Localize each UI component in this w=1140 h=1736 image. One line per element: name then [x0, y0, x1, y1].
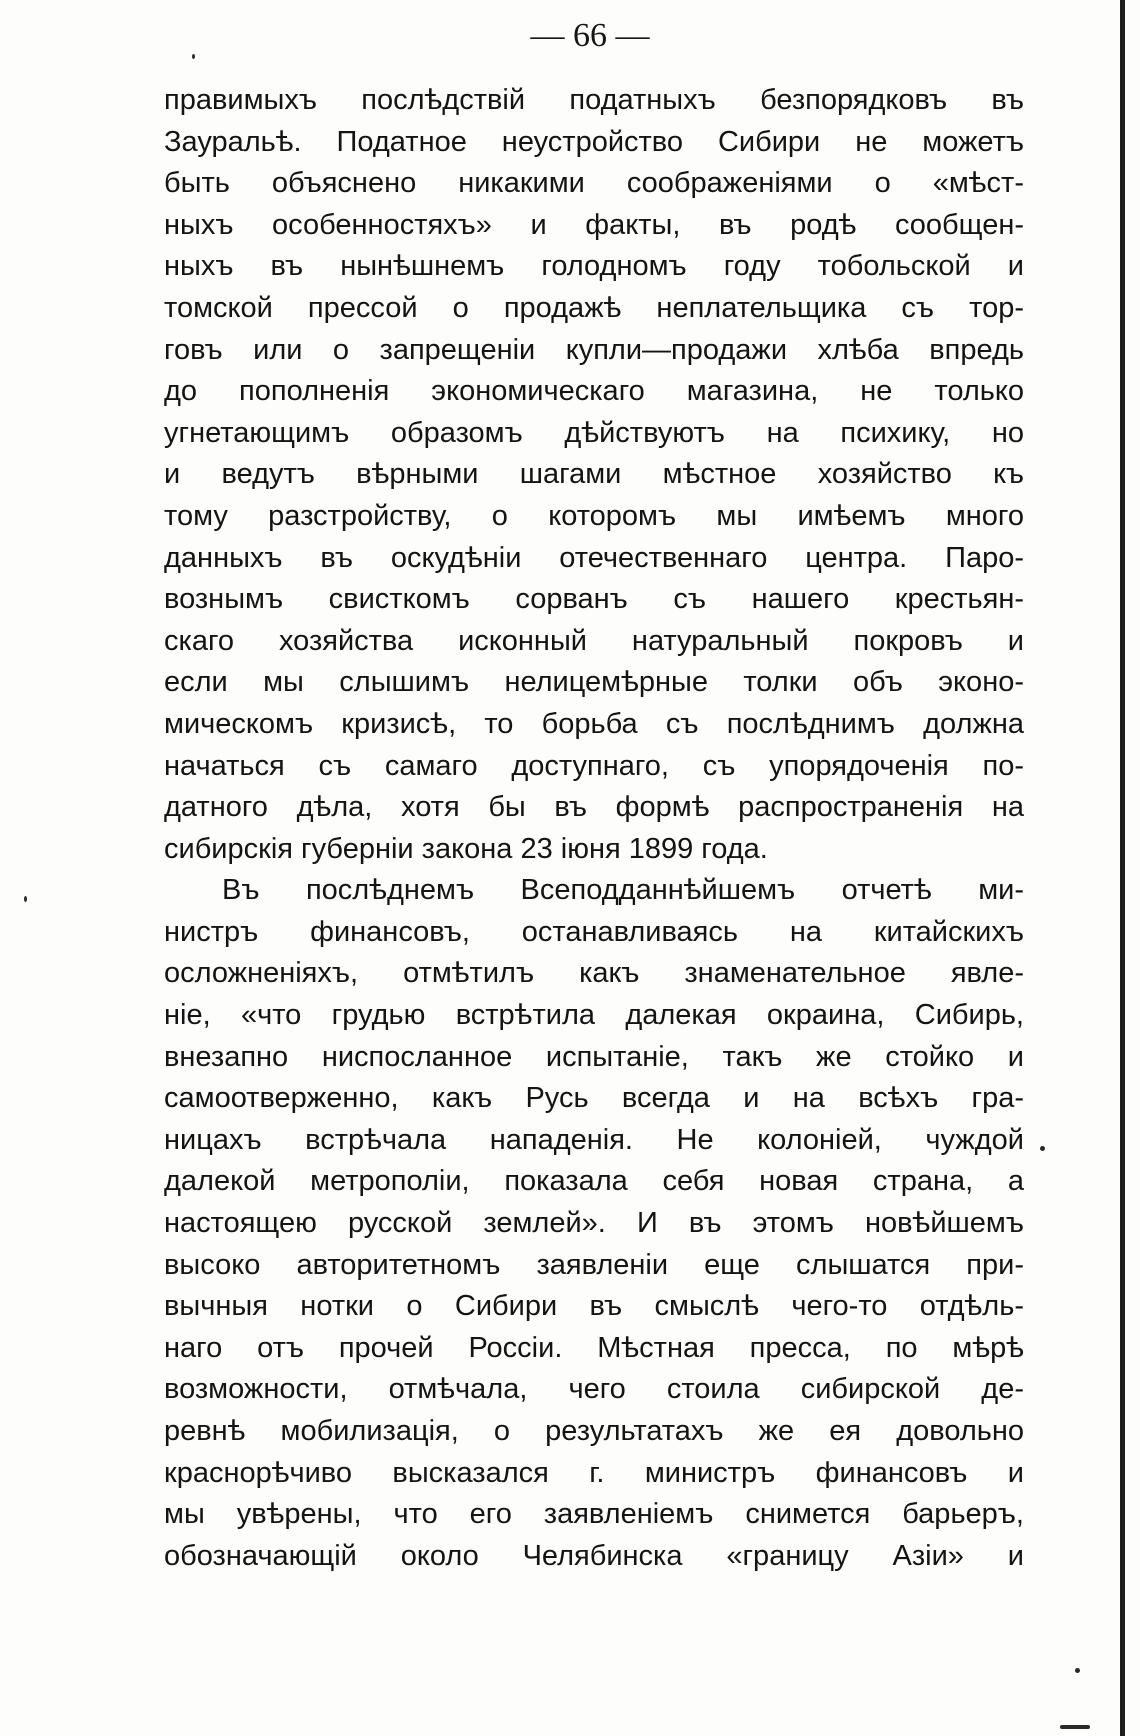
text-line: если мы слышимъ нелицемѣрные толки объ эконо-	[164, 666, 1024, 699]
text-line: скаго хозяйства исконный натуральный покровъ и	[164, 624, 1024, 657]
text-line: сибирскія губерніи закона 23 іюня 1899 года.	[164, 832, 768, 865]
text-line: мическомъ кризисѣ, то борьба съ послѣднимъ должна	[164, 707, 1024, 740]
text-line: тому разстройству, о которомъ мы имѣемъ много	[164, 499, 1024, 532]
body-text	[164, 80, 1024, 1577]
text-line: ніе, «что грудью встрѣтила далекая окраина, Сибирь,	[164, 999, 1024, 1032]
text-line: высоко авторитетномъ заявленіи еще слышатся при-	[164, 1248, 1024, 1281]
scan-speck	[1060, 1725, 1090, 1729]
text-line: вычныя нотки о Сибири въ смыслѣ чего-то отдѣль-	[164, 1290, 1024, 1323]
text-line: внезапно ниспосланное испытаніе, такъ же стойко и	[164, 1040, 1024, 1073]
text-line: говъ или о запрещеніи купли—продажи хлѣба впредь	[164, 333, 1024, 366]
paragraph-1	[164, 80, 1024, 870]
scan-speck	[1040, 1146, 1045, 1151]
text-line: краснорѣчиво высказался г. министръ финансовъ и	[164, 1456, 1024, 1489]
text-line: самоотверженно, какъ Русь всегда и на всѣхъ гра-	[164, 1082, 1024, 1115]
text-line: датного дѣла, хотя бы въ формѣ распространенія на	[164, 791, 1024, 824]
text-line: возможности, отмѣчала, чего стоила сибирской де-	[164, 1373, 1024, 1406]
text-line: быть объяснено никакими соображеніями о «мѣст-	[164, 167, 1024, 200]
text-line: правимыхъ послѣдствій податныхъ безпорядковъ въ	[164, 84, 1024, 116]
text-line: данныхъ въ оскудѣніи отечественнаго центра. Паро-	[164, 541, 1024, 574]
text-line: осложненіяхъ, отмѣтилъ какъ знаменательное явле-	[164, 957, 1024, 990]
text-line: ревнѣ мобилизація, о результатахъ же ея довольно	[164, 1415, 1024, 1447]
text-line: томской прессой о продажѣ неплательщика съ тор-	[164, 291, 1024, 324]
text-line: настоящею русской землей». И въ этомъ новѣйшемъ	[164, 1207, 1024, 1240]
scan-speck	[192, 54, 195, 59]
text-line: ницахъ встрѣчала нападенія. Не колоніей, чуждой	[164, 1123, 1024, 1156]
text-line: наго отъ прочей Россіи. Мѣстная пресса, по мѣрѣ	[164, 1331, 1024, 1364]
text-line: угнетающимъ образомъ дѣйствуютъ на психику, но	[164, 416, 1024, 449]
text-line: далекой метрополіи, показала себя новая страна, а	[164, 1165, 1024, 1198]
page-number: — 66 —	[530, 17, 650, 54]
text-line: и ведутъ вѣрными шагами мѣстное хозяйство къ	[164, 458, 1024, 491]
text-line: начаться съ самаго доступнаго, съ упорядоченія по-	[164, 749, 1024, 782]
text-line: обозначающій около Челябинска «границу Азіи» и	[164, 1539, 1024, 1572]
text-line: Зауральѣ. Податное неустройство Сибири не можетъ	[164, 125, 1024, 158]
page-edge-shadow	[1120, 0, 1125, 1736]
text-line: вознымъ свисткомъ сорванъ съ нашего крестьян-	[164, 583, 1024, 616]
scan-speck	[24, 896, 27, 902]
text-line: Въ послѣднемъ Всеподданнѣйшемъ отчетѣ ми-	[222, 874, 1024, 907]
text-line: нистръ финансовъ, останавливаясь на китайскихъ	[164, 915, 1024, 948]
text-line: до пополненія экономическаго магазина, не только	[164, 375, 1024, 408]
text-line: ныхъ особенностяхъ» и факты, въ родѣ сообщен-	[164, 208, 1024, 241]
paragraph-2	[164, 870, 1024, 1577]
text-line: ныхъ въ нынѣшнемъ голодномъ году тобольской и	[164, 250, 1024, 283]
scan-speck	[1075, 1668, 1080, 1673]
text-line: мы увѣрены, что его заявленіемъ снимется барьеръ,	[164, 1498, 1024, 1531]
